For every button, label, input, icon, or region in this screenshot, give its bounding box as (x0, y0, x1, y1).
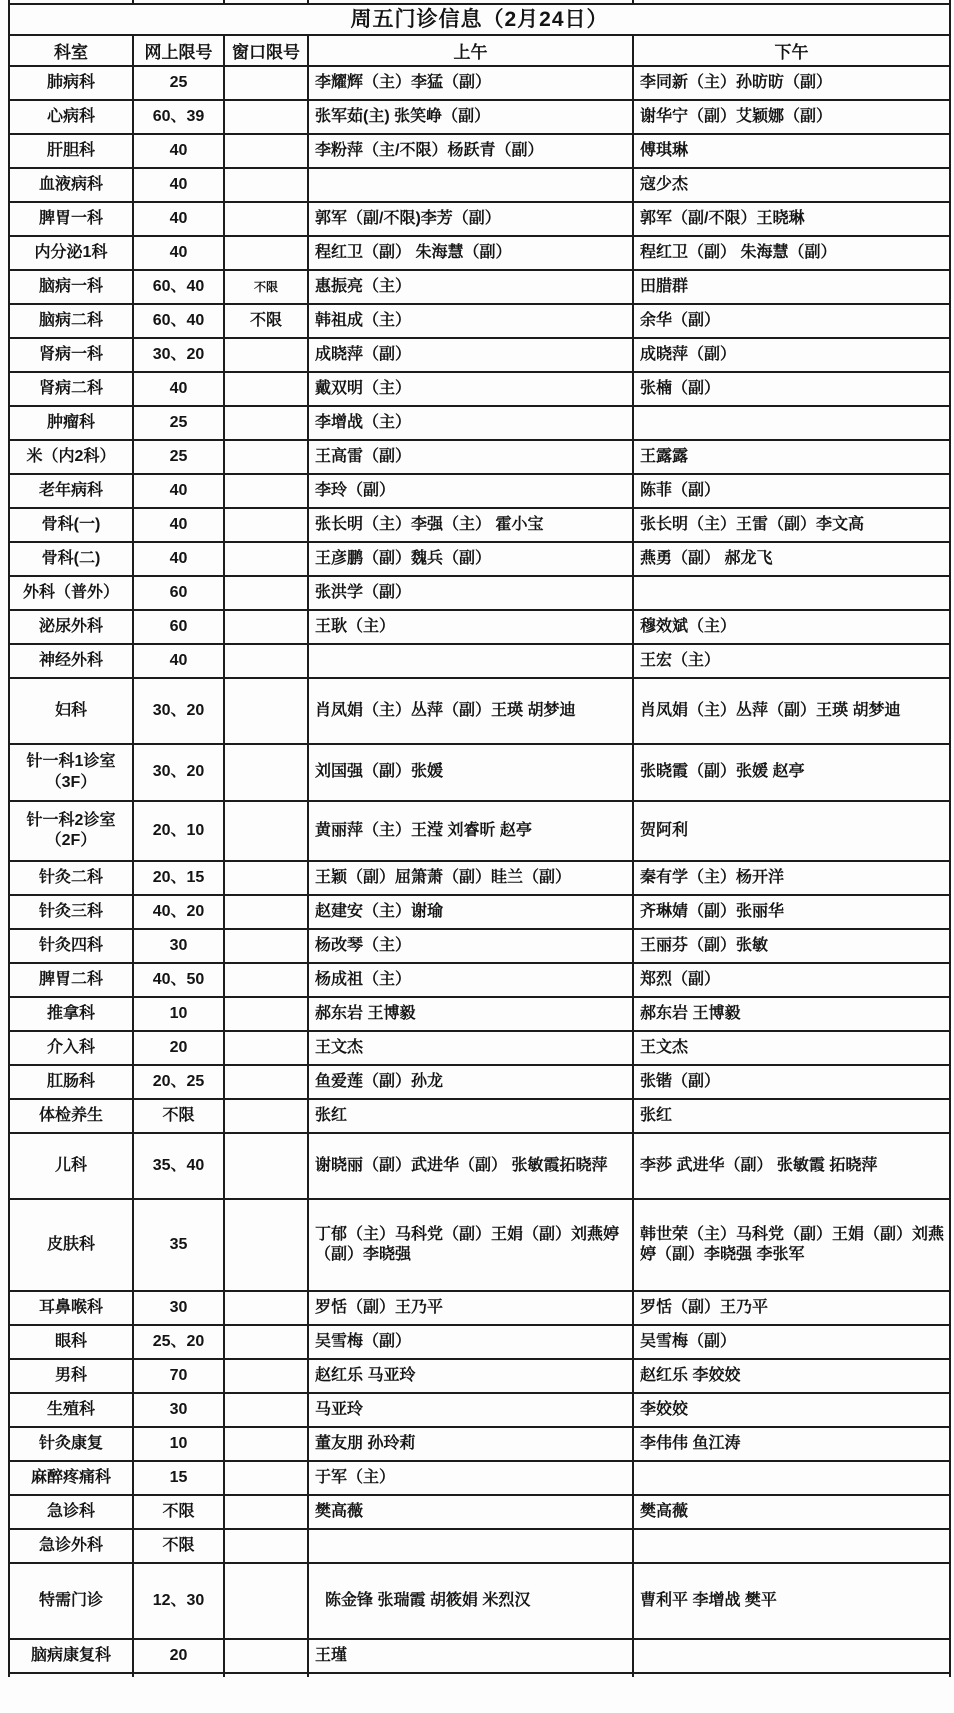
table-row (9, 1427, 950, 1461)
window-limit-cell (224, 1393, 308, 1427)
dept-cell: 米（内2科） (9, 440, 133, 474)
window-limit-cell (224, 134, 308, 168)
online-limit-cell: 不限 (133, 1495, 224, 1529)
afternoon-cell: 齐琳婧（副）张丽华 (633, 895, 950, 929)
morning-cell: 郝东岩 王博毅 (308, 997, 633, 1031)
online-limit-cell: 40 (133, 372, 224, 406)
morning-cell (308, 644, 633, 678)
dept-cell: 骨科(一) (9, 508, 133, 542)
morning-cell: 惠振亮（主） (308, 270, 633, 304)
afternoon-cell: 穆效斌（主） (633, 610, 950, 644)
window-limit-cell (224, 678, 308, 744)
online-limit-cell: 不限 (133, 1099, 224, 1133)
window-limit-cell (224, 610, 308, 644)
morning-cell: 陈金锋 张瑞霞 胡筱娟 米烈汉 (308, 1563, 633, 1639)
afternoon-cell: 傅琪琳 (633, 134, 950, 168)
header-dept: 科室 (9, 35, 133, 66)
online-limit-cell: 25、20 (133, 1325, 224, 1359)
window-limit-cell: 不限 (224, 304, 308, 338)
dept-cell: 儿科 (9, 1133, 133, 1199)
online-limit-cell: 40、50 (133, 963, 224, 997)
online-limit-cell: 40 (133, 168, 224, 202)
window-limit-cell (224, 1099, 308, 1133)
morning-cell: 于军（主） (308, 1461, 633, 1495)
window-limit-cell (224, 100, 308, 134)
dept-cell: 外科（普外） (9, 576, 133, 610)
afternoon-cell: 寇少杰 (633, 168, 950, 202)
afternoon-cell: 吴雪梅（副） (633, 1325, 950, 1359)
table-row (9, 66, 950, 100)
table-row (9, 508, 950, 542)
morning-cell: 肖凤娟（主）丛萍（副）王瑛 胡梦迪 (308, 678, 633, 744)
table-row (9, 1065, 950, 1099)
online-limit-cell: 40 (133, 474, 224, 508)
afternoon-cell: 张晓霞（副）张媛 赵亭 (633, 744, 950, 801)
window-limit-cell (224, 644, 308, 678)
table-row (9, 1461, 950, 1495)
online-limit-cell: 25 (133, 406, 224, 440)
morning-cell: 王耿（主） (308, 610, 633, 644)
table-row (9, 1031, 950, 1065)
online-limit-cell: 20、15 (133, 861, 224, 895)
dept-cell: 针一科2诊室（2F） (9, 801, 133, 861)
online-limit-cell: 10 (133, 997, 224, 1031)
morning-cell: 刘国强（副）张媛 (308, 744, 633, 801)
dept-cell: 脾胃二科 (9, 963, 133, 997)
dept-cell: 心病科 (9, 100, 133, 134)
morning-cell: 李增战（主） (308, 406, 633, 440)
afternoon-cell (633, 1461, 950, 1495)
afternoon-cell: 燕勇（副） 郝龙飞 (633, 542, 950, 576)
morning-cell: 丁郁（主）马科党（副）王娟（副）刘燕婷（副）李晓强 (308, 1199, 633, 1291)
morning-cell (308, 1529, 633, 1563)
table-row (9, 861, 950, 895)
dept-cell: 肺病科 (9, 66, 133, 100)
table-row (9, 963, 950, 997)
morning-cell: 罗恬（副）王乃平 (308, 1291, 633, 1325)
morning-cell: 杨改琴（主） (308, 929, 633, 963)
table-row (9, 1099, 950, 1133)
window-limit-cell (224, 542, 308, 576)
afternoon-cell: 李姣姣 (633, 1393, 950, 1427)
dept-cell: 肾病二科 (9, 372, 133, 406)
dept-cell: 皮肤科 (9, 1199, 133, 1291)
window-limit-cell (224, 474, 308, 508)
dept-cell: 急诊科 (9, 1495, 133, 1529)
online-limit-cell: 60、40 (133, 304, 224, 338)
dept-cell: 脾胃一科 (9, 202, 133, 236)
window-limit-cell (224, 168, 308, 202)
dept-cell: 脑病一科 (9, 270, 133, 304)
afternoon-cell (633, 1529, 950, 1563)
afternoon-cell: 李同新（主）孙昉昉（副） (633, 66, 950, 100)
window-limit-cell (224, 1065, 308, 1099)
table-row (9, 1639, 950, 1673)
window-limit-cell (224, 929, 308, 963)
page-title: 周五门诊信息（2月24日） (9, 4, 950, 35)
morning-cell: 王瑾 (308, 1639, 633, 1673)
afternoon-cell: 程红卫（副） 朱海慧（副） (633, 236, 950, 270)
morning-cell: 杨成祖（主） (308, 963, 633, 997)
dept-cell: 针一科1诊室（3F） (9, 744, 133, 801)
table-row (9, 1529, 950, 1563)
header-online-limit: 网上限号 (133, 35, 224, 66)
morning-cell: 马亚玲 (308, 1393, 633, 1427)
morning-cell: 吴雪梅（副） (308, 1325, 633, 1359)
window-limit-cell (224, 963, 308, 997)
window-limit-cell (224, 861, 308, 895)
dept-cell: 肾病一科 (9, 338, 133, 372)
dept-cell: 针灸四科 (9, 929, 133, 963)
dept-cell: 内分泌1科 (9, 236, 133, 270)
dept-cell: 生殖科 (9, 1393, 133, 1427)
table-row (9, 929, 950, 963)
morning-cell: 王高雷（副） (308, 440, 633, 474)
table-row (9, 542, 950, 576)
afternoon-cell: 韩世荣（主）马科党（副）王娟（副）刘燕婷（副）李晓强 李张军 (633, 1199, 950, 1291)
online-limit-cell: 30、20 (133, 744, 224, 801)
morning-cell: 程红卫（副） 朱海慧（副） (308, 236, 633, 270)
online-limit-cell: 60 (133, 576, 224, 610)
table-row (9, 1291, 950, 1325)
dept-cell: 老年病科 (9, 474, 133, 508)
window-limit-cell (224, 1495, 308, 1529)
window-limit-cell (224, 508, 308, 542)
table-row (9, 1133, 950, 1199)
table-body (9, 0, 950, 1677)
window-limit-cell (224, 202, 308, 236)
online-limit-cell: 40 (133, 202, 224, 236)
online-limit-cell: 20 (133, 1639, 224, 1673)
online-limit-cell: 20、10 (133, 801, 224, 861)
table-row (9, 134, 950, 168)
dept-cell: 体检养生 (9, 1099, 133, 1133)
morning-cell: 黄丽萍（主）王滢 刘睿昕 赵亭 (308, 801, 633, 861)
table-row (9, 406, 950, 440)
dept-cell: 妇科 (9, 678, 133, 744)
table-row (9, 610, 950, 644)
morning-cell: 张红 (308, 1099, 633, 1133)
table-row (9, 895, 950, 929)
morning-cell: 成晓萍（副） (308, 338, 633, 372)
table-row (9, 576, 950, 610)
morning-cell: 张军茹(主) 张笑峥（副） (308, 100, 633, 134)
table-row (9, 100, 950, 134)
window-limit-cell (224, 1529, 308, 1563)
morning-cell: 赵红乐 马亚玲 (308, 1359, 633, 1393)
dept-cell: 针灸三科 (9, 895, 133, 929)
table-row (9, 1563, 950, 1639)
morning-cell: 樊高薇 (308, 1495, 633, 1529)
window-limit-cell (224, 1461, 308, 1495)
online-limit-cell: 30 (133, 1393, 224, 1427)
online-limit-cell: 25 (133, 66, 224, 100)
dept-cell: 骨科(二) (9, 542, 133, 576)
afternoon-cell: 秦有学（主）杨开洋 (633, 861, 950, 895)
morning-cell: 李耀辉（主）李猛（副） (308, 66, 633, 100)
online-limit-cell: 35、40 (133, 1133, 224, 1199)
afternoon-cell: 陈菲（副） (633, 474, 950, 508)
online-limit-cell: 30 (133, 929, 224, 963)
online-limit-cell: 60 (133, 610, 224, 644)
window-limit-cell (224, 1359, 308, 1393)
morning-cell: 王颖（副）屈箫萧（副）眭兰（副） (308, 861, 633, 895)
window-limit-cell (224, 236, 308, 270)
afternoon-cell: 罗恬（副）王乃平 (633, 1291, 950, 1325)
clinic-schedule-table (8, 0, 951, 1677)
dept-cell: 耳鼻喉科 (9, 1291, 133, 1325)
afternoon-cell: 王宏（主） (633, 644, 950, 678)
table-row (9, 338, 950, 372)
window-limit-cell (224, 440, 308, 474)
afternoon-cell: 张长明（主）王雷（副）李文高 (633, 508, 950, 542)
dept-cell: 眼科 (9, 1325, 133, 1359)
table-row (9, 644, 950, 678)
dept-cell: 肝胆科 (9, 134, 133, 168)
window-limit-cell (224, 372, 308, 406)
morning-cell: 韩祖成（主） (308, 304, 633, 338)
morning-cell: 王文杰 (308, 1031, 633, 1065)
header-window-limit: 窗口限号 (224, 35, 308, 66)
online-limit-cell: 40 (133, 236, 224, 270)
afternoon-cell: 樊高薇 (633, 1495, 950, 1529)
afternoon-cell: 张红 (633, 1099, 950, 1133)
online-limit-cell: 30、20 (133, 338, 224, 372)
online-limit-cell: 60、40 (133, 270, 224, 304)
online-limit-cell: 35 (133, 1199, 224, 1291)
morning-cell: 董友朋 孙玲莉 (308, 1427, 633, 1461)
dept-cell: 推拿科 (9, 997, 133, 1031)
dept-cell: 肛肠科 (9, 1065, 133, 1099)
window-limit-cell (224, 1199, 308, 1291)
online-limit-cell: 不限 (133, 1529, 224, 1563)
online-limit-cell: 30 (133, 1291, 224, 1325)
online-limit-cell: 12、30 (133, 1563, 224, 1639)
afternoon-cell: 郭军（副/不限）王晓琳 (633, 202, 950, 236)
table-row (9, 1199, 950, 1291)
online-limit-cell: 25 (133, 440, 224, 474)
dept-cell: 针灸二科 (9, 861, 133, 895)
afternoon-cell: 余华（副） (633, 304, 950, 338)
window-limit-cell (224, 997, 308, 1031)
afternoon-cell: 贺阿利 (633, 801, 950, 861)
dept-cell: 特需门诊 (9, 1563, 133, 1639)
window-limit-cell (224, 1031, 308, 1065)
window-limit-cell: 不限 (224, 270, 308, 304)
table-row (9, 270, 950, 304)
dept-cell: 麻醉疼痛科 (9, 1461, 133, 1495)
window-limit-cell (224, 406, 308, 440)
morning-cell: 鱼爱莲（副）孙龙 (308, 1065, 633, 1099)
dept-cell: 神经外科 (9, 644, 133, 678)
table-row (9, 474, 950, 508)
window-limit-cell (224, 895, 308, 929)
afternoon-cell: 赵红乐 李姣姣 (633, 1359, 950, 1393)
window-limit-cell (224, 1325, 308, 1359)
morning-cell (308, 168, 633, 202)
table-row (9, 744, 950, 801)
table-row (9, 202, 950, 236)
morning-cell: 张洪学（副） (308, 576, 633, 610)
window-limit-cell (224, 576, 308, 610)
window-limit-cell (224, 1133, 308, 1199)
window-limit-cell (224, 1639, 308, 1673)
morning-cell: 谢晓丽（副）武进华（副） 张敏霞拓晓萍 (308, 1133, 633, 1199)
dept-cell: 男科 (9, 1359, 133, 1393)
online-limit-cell: 10 (133, 1427, 224, 1461)
afternoon-cell: 张楠（副） (633, 372, 950, 406)
window-limit-cell (224, 801, 308, 861)
dept-cell: 针灸康复 (9, 1427, 133, 1461)
afternoon-cell: 田腊群 (633, 270, 950, 304)
dept-cell: 泌尿外科 (9, 610, 133, 644)
header-row (9, 35, 950, 66)
afternoon-cell (633, 1639, 950, 1673)
header-morning: 上午 (308, 35, 633, 66)
afternoon-cell (633, 406, 950, 440)
table-row (9, 236, 950, 270)
dept-cell: 脑病康复科 (9, 1639, 133, 1673)
online-limit-cell: 20、25 (133, 1065, 224, 1099)
title-row (9, 4, 950, 35)
table-row (9, 440, 950, 474)
afternoon-cell: 成晓萍（副） (633, 338, 950, 372)
morning-cell: 郭军（副/不限)李芳（副） (308, 202, 633, 236)
online-limit-cell: 20 (133, 1031, 224, 1065)
afternoon-cell: 王露露 (633, 440, 950, 474)
dept-cell: 介入科 (9, 1031, 133, 1065)
online-limit-cell: 40 (133, 644, 224, 678)
online-limit-cell: 60、39 (133, 100, 224, 134)
morning-cell: 李粉萍（主/不限）杨跃青（副） (308, 134, 633, 168)
online-limit-cell: 40 (133, 508, 224, 542)
dept-cell: 肿瘤科 (9, 406, 133, 440)
online-limit-cell: 30、20 (133, 678, 224, 744)
window-limit-cell (224, 1427, 308, 1461)
online-limit-cell: 70 (133, 1359, 224, 1393)
afternoon-cell: 郑烈（副） (633, 963, 950, 997)
morning-cell: 戴双明（主） (308, 372, 633, 406)
dept-cell: 血液病科 (9, 168, 133, 202)
online-limit-cell: 40 (133, 134, 224, 168)
dept-cell: 脑病二科 (9, 304, 133, 338)
morning-cell: 张长明（主）李强（主） 霍小宝 (308, 508, 633, 542)
window-limit-cell (224, 1563, 308, 1639)
table-row (9, 372, 950, 406)
afternoon-cell: 肖凤娟（主）丛萍（副）王瑛 胡梦迪 (633, 678, 950, 744)
afternoon-cell (633, 576, 950, 610)
table-row (9, 304, 950, 338)
afternoon-cell: 谢华宁（副）艾颖娜（副） (633, 100, 950, 134)
window-limit-cell (224, 1291, 308, 1325)
online-limit-cell: 15 (133, 1461, 224, 1495)
window-limit-cell (224, 66, 308, 100)
clipped-row-bottom (9, 1673, 950, 1677)
morning-cell: 王彦鹏（副）魏兵（副） (308, 542, 633, 576)
afternoon-cell: 张锴（副） (633, 1065, 950, 1099)
afternoon-cell: 王丽芬（副）张敏 (633, 929, 950, 963)
table-row (9, 801, 950, 861)
table-row (9, 168, 950, 202)
table-row (9, 1325, 950, 1359)
table-row (9, 678, 950, 744)
dept-cell: 急诊外科 (9, 1529, 133, 1563)
afternoon-cell: 李莎 武进华（副） 张敏霞 拓晓萍 (633, 1133, 950, 1199)
afternoon-cell: 王文杰 (633, 1031, 950, 1065)
morning-cell: 赵建安（主）谢瑜 (308, 895, 633, 929)
table-row (9, 1359, 950, 1393)
afternoon-cell: 曹利平 李增战 樊平 (633, 1563, 950, 1639)
online-limit-cell: 40、20 (133, 895, 224, 929)
window-limit-cell (224, 338, 308, 372)
table-row (9, 997, 950, 1031)
morning-cell: 李玲（副） (308, 474, 633, 508)
window-limit-cell (224, 744, 308, 801)
table-row (9, 1393, 950, 1427)
online-limit-cell: 40 (133, 542, 224, 576)
header-afternoon: 下午 (633, 35, 950, 66)
afternoon-cell: 李伟伟 鱼江涛 (633, 1427, 950, 1461)
table-row (9, 1495, 950, 1529)
afternoon-cell: 郝东岩 王博毅 (633, 997, 950, 1031)
